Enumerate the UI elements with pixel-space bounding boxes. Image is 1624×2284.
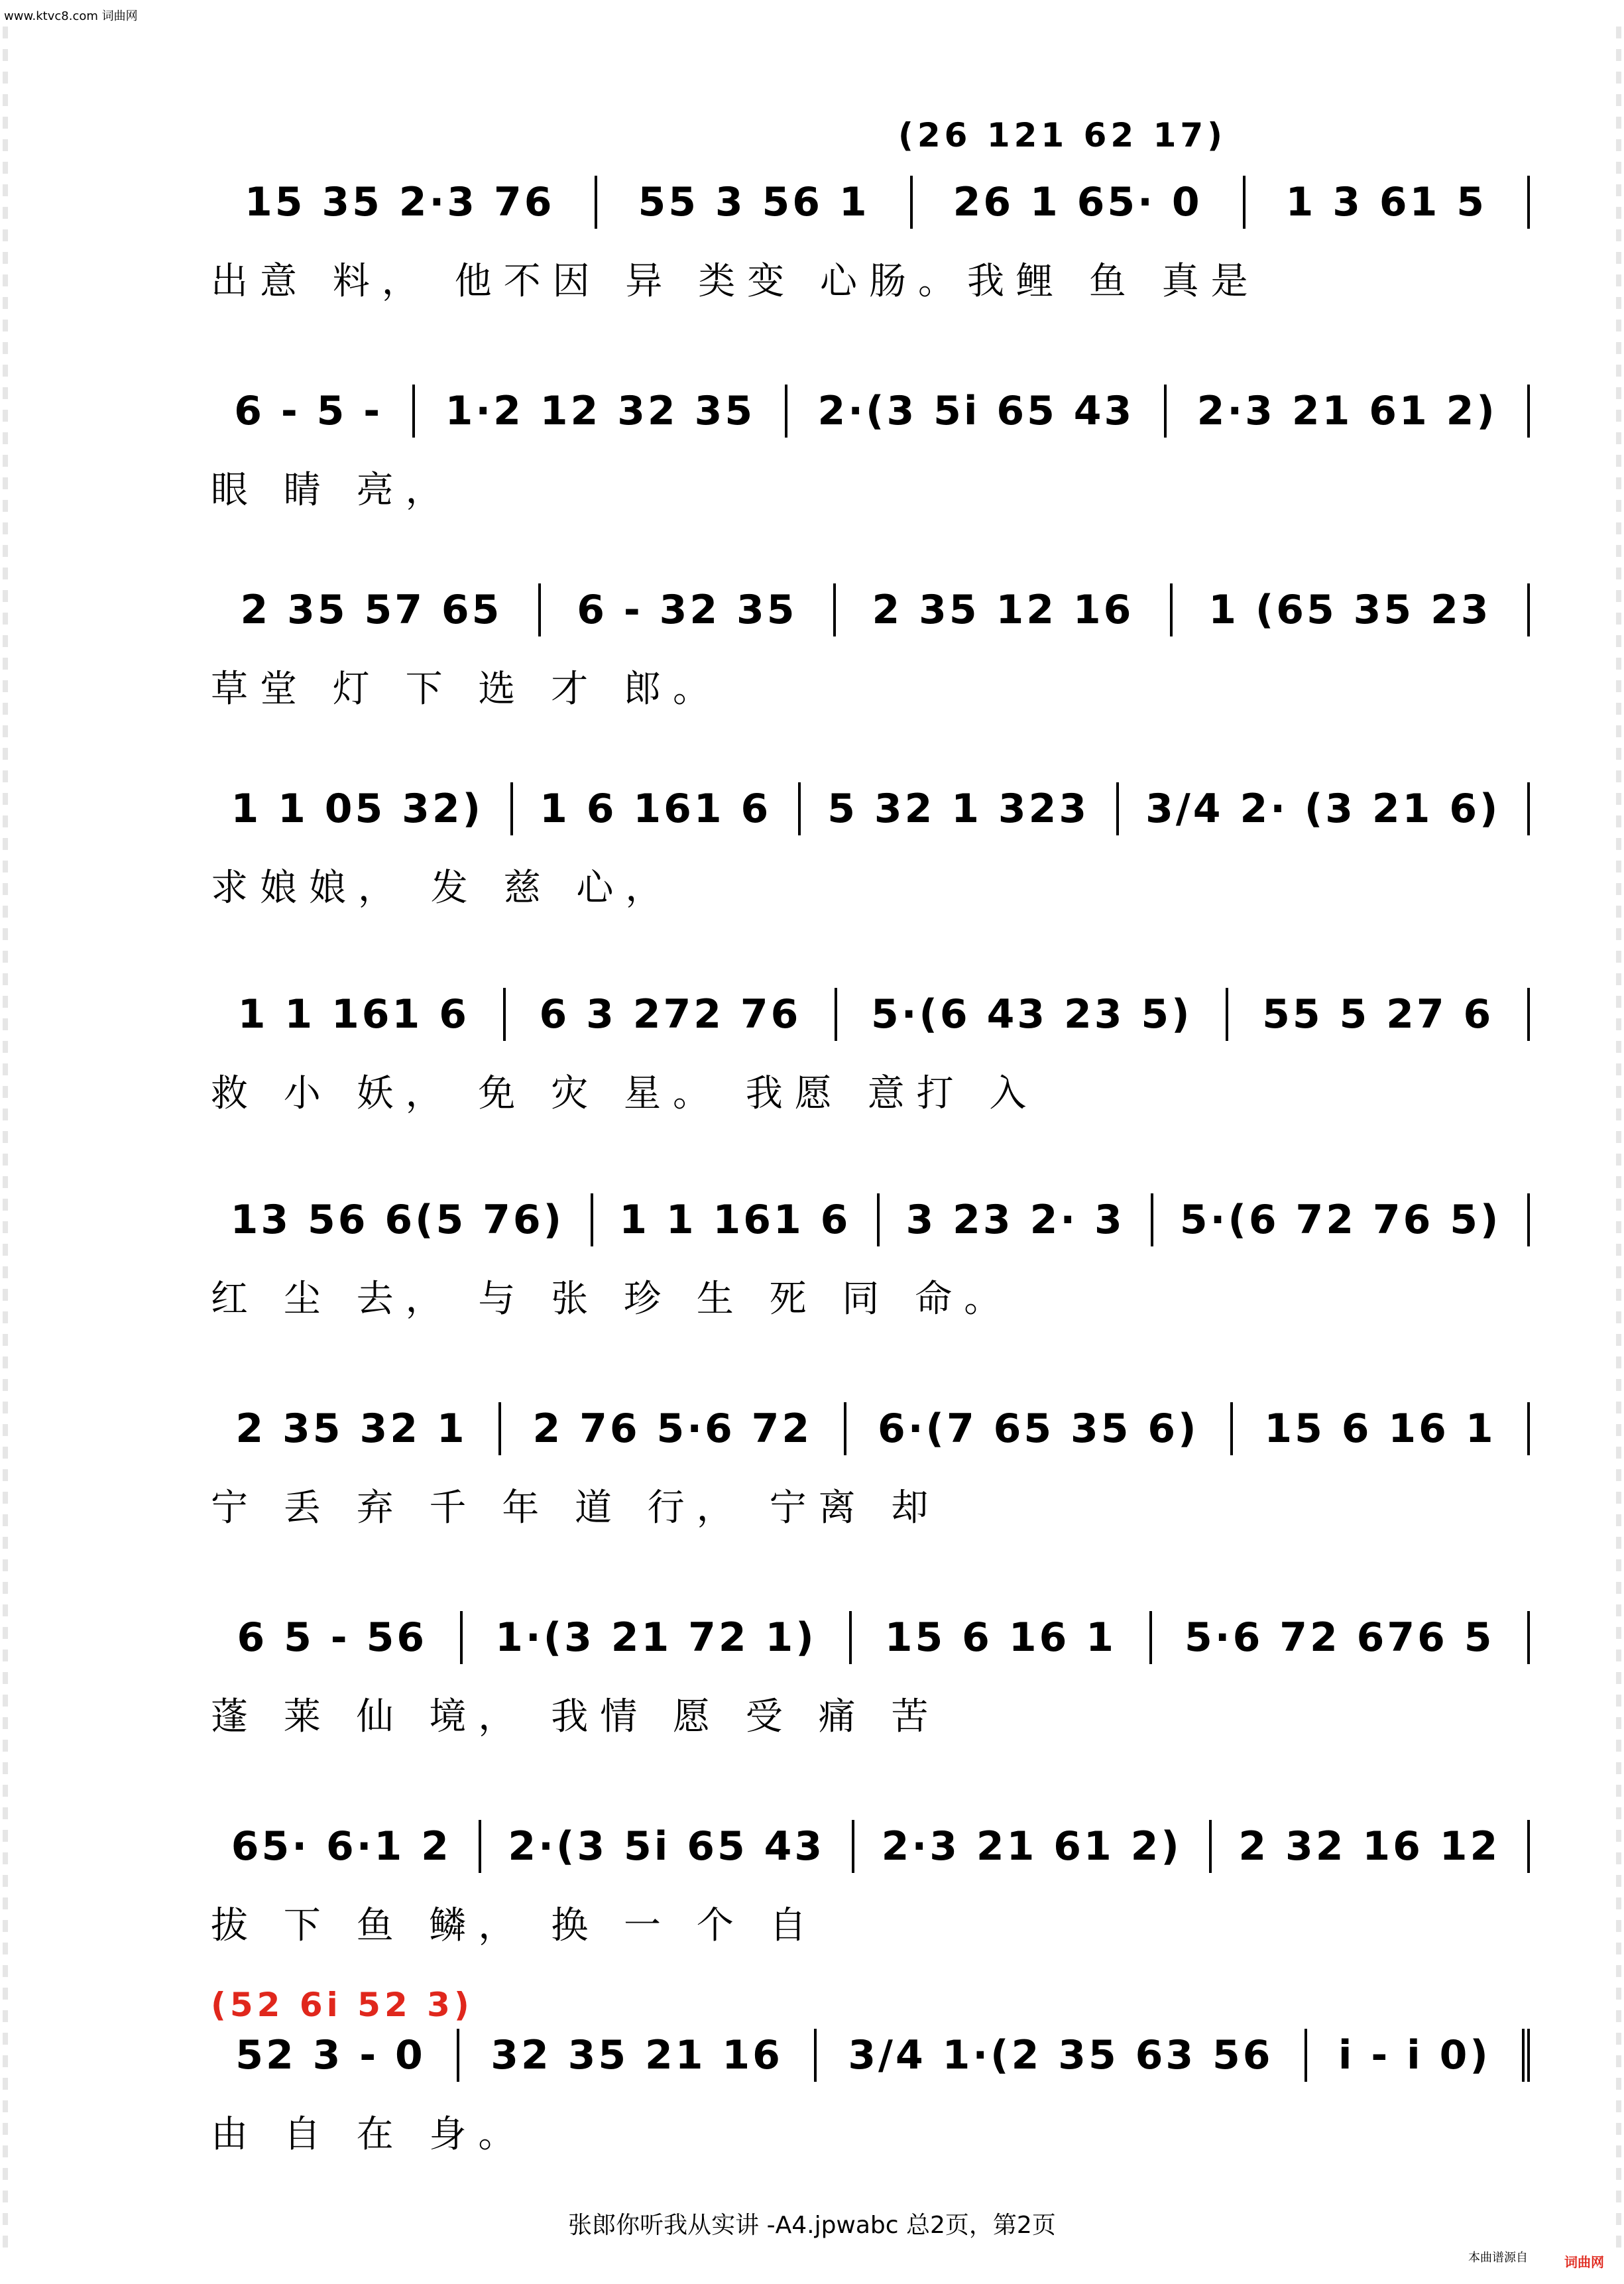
music-system bbox=[211, 782, 1530, 922]
measure: 1 (65 35 23 bbox=[1173, 583, 1530, 636]
lyrics-line: 眼 睛 亮， bbox=[211, 469, 455, 512]
red-prelude-notation: (52 6i 52 3) bbox=[211, 1986, 473, 2024]
notation-line bbox=[211, 1820, 1530, 1873]
notation-line bbox=[211, 988, 1530, 1041]
measure: 2 76 5·6 72 bbox=[501, 1402, 846, 1455]
notation-line bbox=[211, 385, 1530, 438]
measure: 1 1 161 6 bbox=[211, 988, 506, 1041]
measure: 1·(3 21 72 1) bbox=[463, 1611, 852, 1664]
measure: 2 35 12 16 bbox=[836, 583, 1173, 636]
music-system bbox=[211, 1193, 1530, 1333]
notation-line bbox=[211, 2029, 1530, 2082]
music-system bbox=[211, 2029, 1530, 2168]
notation-line bbox=[211, 583, 1530, 636]
measure: 5 32 1 323 bbox=[801, 782, 1119, 835]
measure: 5·(6 72 76 5) bbox=[1153, 1193, 1530, 1246]
measure: 52 3 - 0 bbox=[211, 2029, 459, 2082]
music-system bbox=[211, 1611, 1530, 1750]
measure: 6 - 32 35 bbox=[541, 583, 836, 636]
measure: 6 3 272 76 bbox=[506, 988, 837, 1041]
lyrics-line: 拔 下 鱼 鳞， 换 一 个 自 bbox=[211, 1904, 819, 1947]
measure: 3/4 1·(2 35 63 56 bbox=[817, 2029, 1307, 2082]
measure: i - i 0) bbox=[1307, 2029, 1530, 2082]
measure: 1 6 161 6 bbox=[513, 782, 801, 835]
page-footer: 张郎你听我从实讲 -A4.jpwabc 总2页，第2页 bbox=[568, 2212, 1056, 2239]
measure: 2·3 21 61 2) bbox=[1167, 385, 1530, 438]
measure: 1·2 12 32 35 bbox=[415, 385, 787, 438]
notation-line bbox=[211, 782, 1530, 835]
measure: 15 6 16 1 bbox=[1233, 1402, 1530, 1455]
measure: 6·(7 65 35 6) bbox=[846, 1402, 1233, 1455]
measure: 1 1 161 6 bbox=[593, 1193, 880, 1246]
measure: 2 35 32 1 bbox=[211, 1402, 501, 1455]
measure: 5·(6 43 23 5) bbox=[837, 988, 1228, 1041]
measure: 55 5 27 6 bbox=[1228, 988, 1530, 1041]
lyrics-line: 红 尘 去， 与 张 珍 生 死 同 命。 bbox=[211, 1278, 1014, 1321]
source-label: 本曲谱源自 bbox=[1468, 2251, 1528, 2265]
lyrics-line: 救 小 妖， 免 灾 星。 我愿 意打 入 bbox=[211, 1072, 1039, 1115]
measure: 15 6 16 1 bbox=[852, 1611, 1151, 1664]
measure: 32 35 21 16 bbox=[459, 2029, 817, 2082]
lyrics-line: 求娘娘， 发 慈 心， bbox=[211, 867, 675, 910]
measure: 1 3 61 5 bbox=[1246, 176, 1530, 229]
lyrics-line: 蓬 莱 仙 境， 我情 愿 受 痛 苦 bbox=[211, 1695, 941, 1738]
right-margin-strip bbox=[1616, 27, 1621, 2257]
top-prelude-notation: (26 121 62 17) bbox=[898, 116, 1227, 154]
site-header: www.ktvc8.com 词曲网 bbox=[4, 9, 138, 23]
lyrics-line: 宁 丢 弃 千 年 道 行， 宁离 却 bbox=[211, 1486, 941, 1530]
lyrics-line: 由 自 在 身。 bbox=[211, 2113, 528, 2156]
measure: 1 1 05 32) bbox=[211, 782, 513, 835]
site-logo: 词曲网 bbox=[1564, 2254, 1604, 2270]
music-system bbox=[211, 1402, 1530, 1541]
measure: 65· 6·1 2 bbox=[211, 1820, 481, 1873]
measure: 3 23 2· 3 bbox=[880, 1193, 1153, 1246]
music-system bbox=[211, 385, 1530, 524]
measure: 15 35 2·3 76 bbox=[211, 176, 597, 229]
notation-line bbox=[211, 176, 1530, 229]
lyrics-line: 出意 料， 他不因 异 类变 心肠。我鲤 鱼 真是 bbox=[211, 260, 1260, 303]
left-margin-strip bbox=[3, 27, 8, 2257]
music-system bbox=[211, 176, 1530, 315]
measure: 5·6 72 676 5 bbox=[1152, 1611, 1531, 1664]
notation-line bbox=[211, 1193, 1530, 1246]
measure: 2·(3 5i 65 43 bbox=[787, 385, 1167, 438]
music-system bbox=[211, 1820, 1530, 1959]
measure: 26 1 65· 0 bbox=[913, 176, 1246, 229]
notation-line bbox=[211, 1611, 1530, 1664]
lyrics-line: 草堂 灯 下 选 才 郎。 bbox=[211, 668, 723, 711]
music-system bbox=[211, 988, 1530, 1127]
measure: 2 32 16 12 bbox=[1212, 1820, 1530, 1873]
measure: 6 5 - 56 bbox=[211, 1611, 463, 1664]
measure: 2 35 57 65 bbox=[211, 583, 541, 636]
measure: 2·3 21 61 2) bbox=[854, 1820, 1212, 1873]
music-system bbox=[211, 583, 1530, 723]
measure: 6 - 5 - bbox=[211, 385, 415, 438]
notation-line bbox=[211, 1402, 1530, 1455]
measure: 55 3 56 1 bbox=[597, 176, 912, 229]
measure: 13 56 6(5 76) bbox=[211, 1193, 593, 1246]
measure: 2·(3 5i 65 43 bbox=[481, 1820, 854, 1873]
measure: 3/4 2· (3 21 6) bbox=[1119, 782, 1530, 835]
